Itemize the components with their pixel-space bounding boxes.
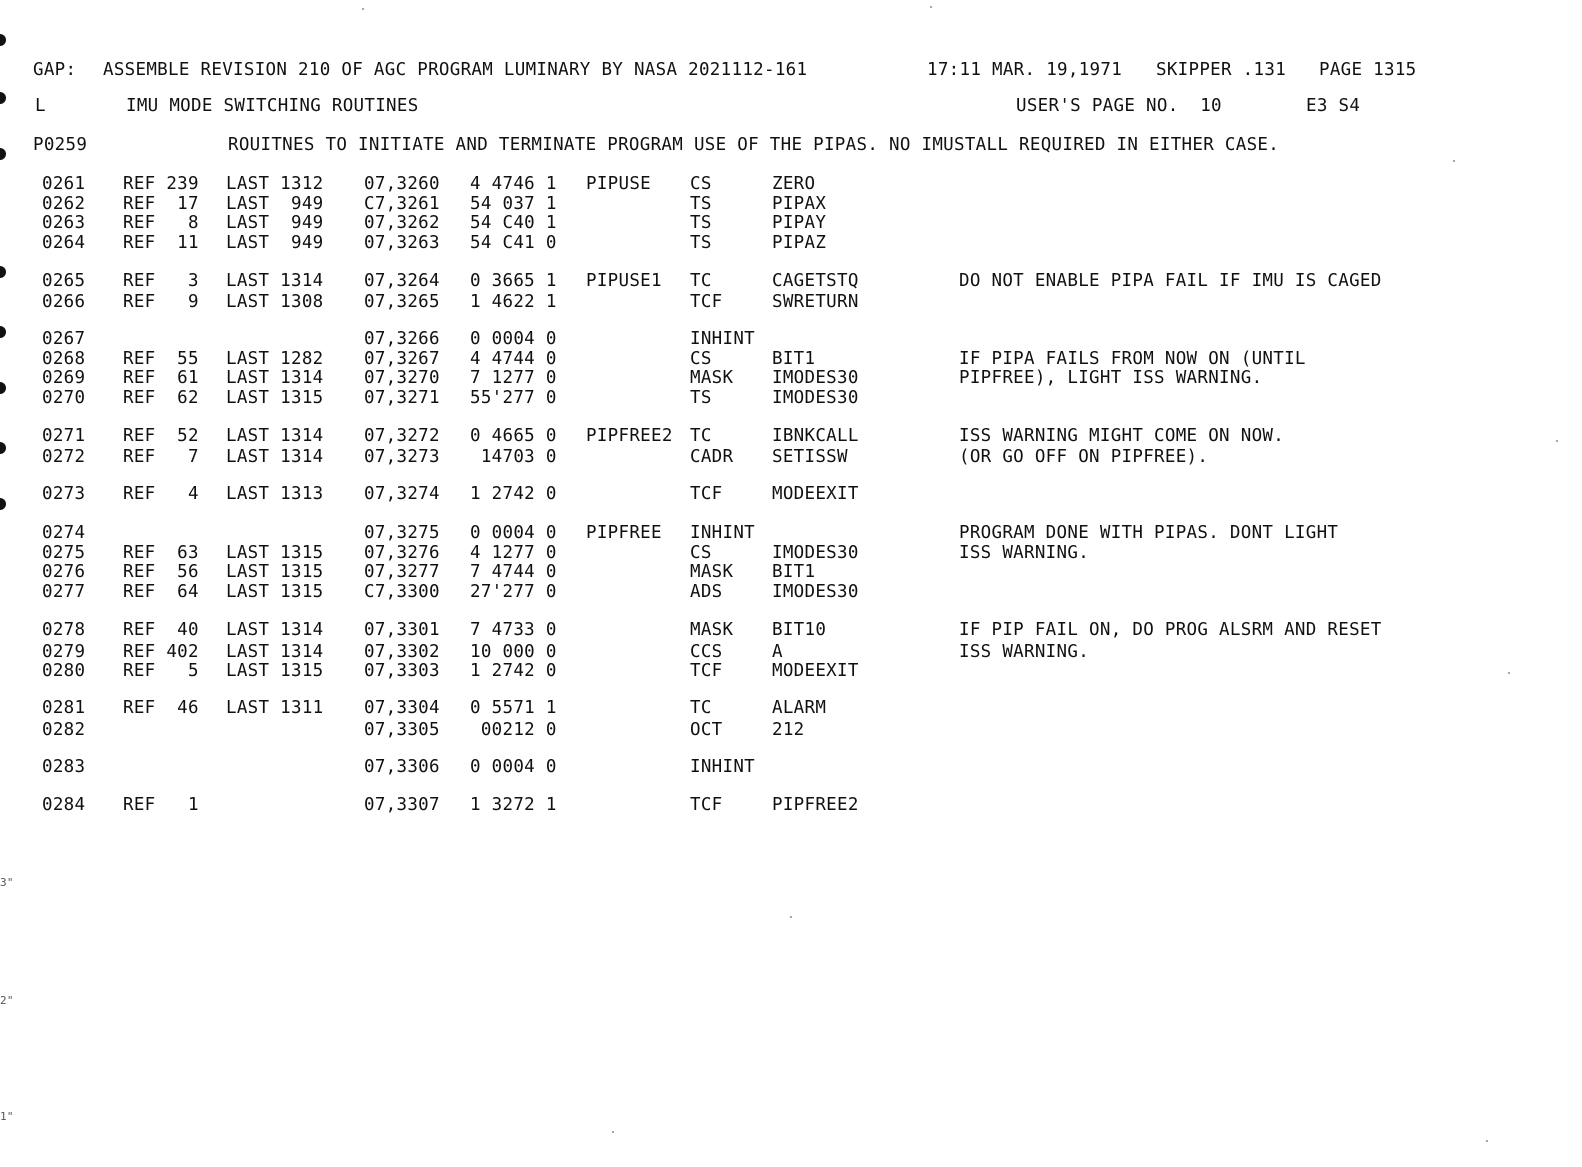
line-number: 0270	[42, 388, 86, 408]
octal-code: 00212 0	[470, 720, 557, 740]
comment: IF PIP FAIL ON, DO PROG ALSRM AND RESET	[959, 620, 1382, 640]
header-title: ASSEMBLE REVISION 210 OF AGC PROGRAM LUMINARY BY NASA 2021112-161	[103, 60, 808, 80]
address: 07,3303	[364, 661, 440, 681]
ref-count: REF 7	[123, 447, 199, 467]
octal-code: 4 4744 0	[470, 349, 557, 369]
ref-count: REF 3	[123, 271, 199, 291]
octal-code: 1 4622 1	[470, 292, 557, 312]
users-page-number: USER'S PAGE NO. 10	[1016, 96, 1222, 116]
last-page: LAST 1315	[226, 562, 324, 582]
punch-hole	[0, 34, 6, 46]
punch-hole	[0, 92, 6, 104]
punch-hole	[0, 382, 6, 394]
address: 07,3273	[364, 447, 440, 467]
line-number: 0271	[42, 426, 86, 446]
octal-code: 54 C40 1	[470, 213, 557, 233]
scan-speck	[1556, 440, 1558, 442]
header-skipper: SKIPPER .131	[1156, 60, 1287, 80]
address: C7,3300	[364, 582, 440, 602]
operand: IMODES30	[772, 543, 859, 563]
last-page: LAST 949	[226, 213, 324, 233]
last-page: LAST 1314	[226, 447, 324, 467]
last-page: LAST 949	[226, 194, 324, 214]
line-number: 0263	[42, 213, 86, 233]
address: 07,3276	[364, 543, 440, 563]
last-page: LAST 1314	[226, 620, 324, 640]
comment: ISS WARNING MIGHT COME ON NOW.	[959, 426, 1285, 446]
octal-code: 7 4744 0	[470, 562, 557, 582]
octal-code: 4 4746 1	[470, 174, 557, 194]
scan-speck	[612, 1131, 614, 1133]
comment-line-text: ROUITNES TO INITIATE AND TERMINATE PROGRAM USE OF THE PIPAS. NO IMUSTALL REQUIRED IN EITHER CASE.	[228, 135, 1280, 155]
comment: IF PIPA FAILS FROM NOW ON (UNTIL	[959, 349, 1306, 369]
last-page: LAST 949	[226, 233, 324, 253]
ref-count: REF 52	[123, 426, 199, 446]
line-number: 0274	[42, 523, 86, 543]
operand: SETISSW	[772, 447, 848, 467]
opcode: TS	[690, 233, 712, 253]
operand: PIPAX	[772, 194, 827, 214]
operand: BIT1	[772, 562, 816, 582]
line-number: 0276	[42, 562, 86, 582]
operand: ALARM	[772, 698, 827, 718]
opcode: MASK	[690, 562, 734, 582]
margin-mark: 2"	[0, 994, 14, 1007]
octal-code: 1 2742 0	[470, 661, 557, 681]
last-page: LAST 1314	[226, 642, 324, 662]
line-number: 0262	[42, 194, 86, 214]
operand: IMODES30	[772, 582, 859, 602]
octal-code: 1 2742 0	[470, 484, 557, 504]
ref-count: REF 62	[123, 388, 199, 408]
ref-count: REF 61	[123, 368, 199, 388]
operand: PIPFREE2	[772, 795, 859, 815]
octal-code: 54 C41 0	[470, 233, 557, 253]
scan-speck	[1453, 160, 1455, 162]
header-gap-label: GAP:	[33, 60, 77, 80]
last-page: LAST 1315	[226, 661, 324, 681]
page-code: E3 S4	[1306, 96, 1361, 116]
line-number: 0277	[42, 582, 86, 602]
punch-hole	[0, 148, 6, 160]
octal-code: 14703 0	[470, 447, 557, 467]
opcode: CS	[690, 543, 712, 563]
ref-count: REF 56	[123, 562, 199, 582]
comment: DO NOT ENABLE PIPA FAIL IF IMU IS CAGED	[959, 271, 1382, 291]
ref-count: REF 64	[123, 582, 199, 602]
opcode: CS	[690, 174, 712, 194]
last-page: LAST 1282	[226, 349, 324, 369]
margin-mark: 3"	[0, 876, 14, 889]
header-page: PAGE 1315	[1319, 60, 1417, 80]
scan-speck	[790, 916, 792, 918]
ref-count: REF 11	[123, 233, 199, 253]
octal-code: 7 1277 0	[470, 368, 557, 388]
last-page: LAST 1314	[226, 426, 324, 446]
address: 07,3301	[364, 620, 440, 640]
address: C7,3261	[364, 194, 440, 214]
line-number: 0267	[42, 329, 86, 349]
section-title: IMU MODE SWITCHING ROUTINES	[126, 96, 419, 116]
address: 07,3262	[364, 213, 440, 233]
ref-count: REF 40	[123, 620, 199, 640]
address: 07,3264	[364, 271, 440, 291]
ref-count: REF 17	[123, 194, 199, 214]
operand: PIPAY	[772, 213, 827, 233]
line-number: 0273	[42, 484, 86, 504]
opcode: TS	[690, 194, 712, 214]
octal-code: 54 037 1	[470, 194, 557, 214]
line-number: 0266	[42, 292, 86, 312]
opcode: TS	[690, 213, 712, 233]
octal-code: 10 000 0	[470, 642, 557, 662]
line-number: 0279	[42, 642, 86, 662]
line-number: 0282	[42, 720, 86, 740]
operand: IMODES30	[772, 388, 859, 408]
octal-code: 55'277 0	[470, 388, 557, 408]
address: 07,3272	[364, 426, 440, 446]
scan-speck	[1486, 1140, 1488, 1142]
address: 07,3302	[364, 642, 440, 662]
opcode: TC	[690, 271, 712, 291]
address: 07,3304	[364, 698, 440, 718]
opcode: TS	[690, 388, 712, 408]
comment: ISS WARNING.	[959, 642, 1090, 662]
opcode: INHINT	[690, 523, 756, 543]
scan-speck	[1508, 672, 1510, 674]
octal-code: 0 0004 0	[470, 523, 557, 543]
line-number: 0280	[42, 661, 86, 681]
operand: SWRETURN	[772, 292, 859, 312]
operand: MODEEXIT	[772, 661, 859, 681]
line-number: 0278	[42, 620, 86, 640]
address: 07,3263	[364, 233, 440, 253]
address: 07,3271	[364, 388, 440, 408]
octal-code: 0 5571 1	[470, 698, 557, 718]
label: PIPFREE	[586, 523, 662, 543]
label: PIPFREE2	[586, 426, 673, 446]
octal-code: 0 0004 0	[470, 757, 557, 777]
line-number: 0261	[42, 174, 86, 194]
operand: CAGETSTQ	[772, 271, 859, 291]
comment-line-id: P0259	[33, 135, 88, 155]
label: PIPUSE	[586, 174, 652, 194]
address: 07,3265	[364, 292, 440, 312]
operand: BIT1	[772, 349, 816, 369]
operand: IMODES30	[772, 368, 859, 388]
ref-count: REF 5	[123, 661, 199, 681]
comment: (OR GO OFF ON PIPFREE).	[959, 447, 1209, 467]
comment: PROGRAM DONE WITH PIPAS. DONT LIGHT	[959, 523, 1339, 543]
line-number: 0272	[42, 447, 86, 467]
opcode: CCS	[690, 642, 723, 662]
ref-count: REF 239	[123, 174, 199, 194]
address: 07,3266	[364, 329, 440, 349]
ref-count: REF 1	[123, 795, 199, 815]
last-page: LAST 1313	[226, 484, 324, 504]
opcode: TCF	[690, 484, 723, 504]
last-page: LAST 1315	[226, 543, 324, 563]
operand: A	[772, 642, 783, 662]
opcode: TCF	[690, 292, 723, 312]
line-number: 0284	[42, 795, 86, 815]
opcode: OCT	[690, 720, 723, 740]
margin-mark: 1"	[0, 1110, 14, 1123]
octal-code: 1 3272 1	[470, 795, 557, 815]
last-page: LAST 1315	[226, 388, 324, 408]
punch-hole	[0, 266, 6, 278]
address: 07,3260	[364, 174, 440, 194]
opcode: CS	[690, 349, 712, 369]
octal-code: 27'277 0	[470, 582, 557, 602]
opcode: CADR	[690, 447, 734, 467]
octal-code: 0 4665 0	[470, 426, 557, 446]
last-page: LAST 1312	[226, 174, 324, 194]
address: 07,3275	[364, 523, 440, 543]
ref-count: REF 8	[123, 213, 199, 233]
opcode: TC	[690, 698, 712, 718]
operand: BIT10	[772, 620, 827, 640]
comment: PIPFREE), LIGHT ISS WARNING.	[959, 368, 1263, 388]
punch-hole	[0, 326, 6, 338]
ref-count: REF 63	[123, 543, 199, 563]
line-number: 0275	[42, 543, 86, 563]
operand: 212	[772, 720, 805, 740]
opcode: ADS	[690, 582, 723, 602]
ref-count: REF 46	[123, 698, 199, 718]
label: PIPUSE1	[586, 271, 662, 291]
address: 07,3274	[364, 484, 440, 504]
last-page: LAST 1314	[226, 368, 324, 388]
ref-count: REF 4	[123, 484, 199, 504]
opcode: MASK	[690, 368, 734, 388]
opcode: INHINT	[690, 757, 756, 777]
last-page: LAST 1315	[226, 582, 324, 602]
last-page: LAST 1314	[226, 271, 324, 291]
ref-count: REF 402	[123, 642, 199, 662]
opcode: TCF	[690, 795, 723, 815]
last-page: LAST 1308	[226, 292, 324, 312]
address: 07,3267	[364, 349, 440, 369]
address: 07,3306	[364, 757, 440, 777]
address: 07,3305	[364, 720, 440, 740]
octal-code: 4 1277 0	[470, 543, 557, 563]
operand: ZERO	[772, 174, 816, 194]
operand: PIPAZ	[772, 233, 827, 253]
address: 07,3270	[364, 368, 440, 388]
header-datetime: 17:11 MAR. 19,1971	[927, 60, 1123, 80]
punch-hole	[0, 442, 6, 454]
subheader-l-label: L	[35, 96, 46, 116]
operand: MODEEXIT	[772, 484, 859, 504]
scan-speck	[362, 8, 364, 10]
ref-count: REF 55	[123, 349, 199, 369]
line-number: 0269	[42, 368, 86, 388]
opcode: TC	[690, 426, 712, 446]
operand: IBNKCALL	[772, 426, 859, 446]
opcode: INHINT	[690, 329, 756, 349]
octal-code: 7 4733 0	[470, 620, 557, 640]
opcode: MASK	[690, 620, 734, 640]
punch-hole	[0, 498, 6, 510]
line-number: 0264	[42, 233, 86, 253]
last-page: LAST 1311	[226, 698, 324, 718]
comment: ISS WARNING.	[959, 543, 1090, 563]
octal-code: 0 0004 0	[470, 329, 557, 349]
octal-code: 0 3665 1	[470, 271, 557, 291]
opcode: TCF	[690, 661, 723, 681]
address: 07,3277	[364, 562, 440, 582]
ref-count: REF 9	[123, 292, 199, 312]
line-number: 0281	[42, 698, 86, 718]
line-number: 0268	[42, 349, 86, 369]
scan-speck	[930, 6, 932, 8]
line-number: 0283	[42, 757, 86, 777]
address: 07,3307	[364, 795, 440, 815]
line-number: 0265	[42, 271, 86, 291]
